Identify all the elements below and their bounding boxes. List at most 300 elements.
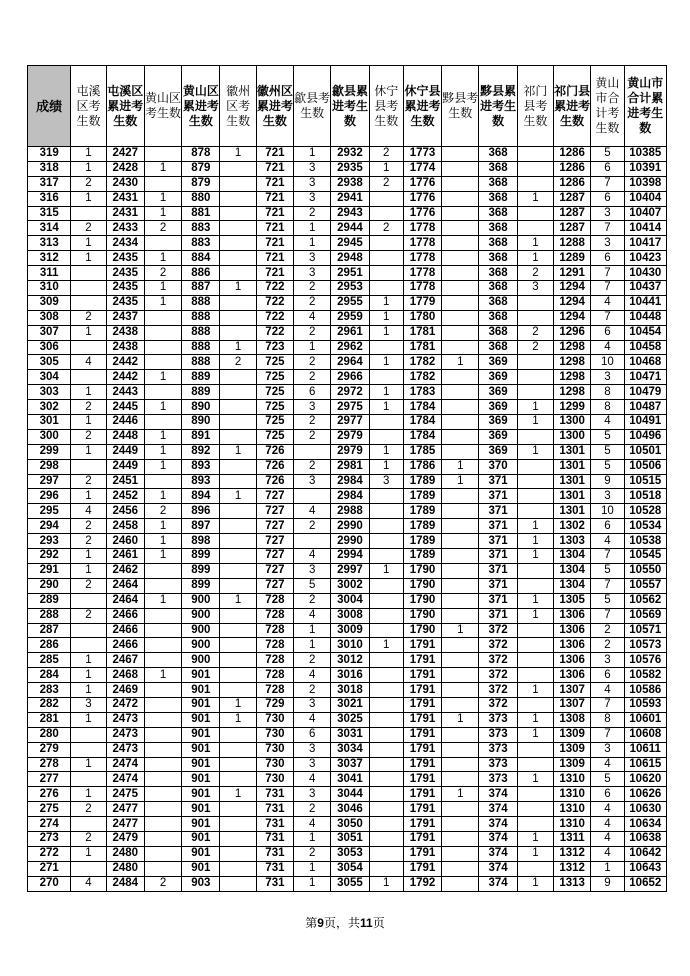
count-cell: 725 [256, 385, 293, 400]
count-cell [220, 638, 256, 653]
count-cell: 3 [591, 236, 624, 251]
count-cell: 883 [182, 221, 220, 236]
count-cell: 1 [369, 295, 403, 310]
count-cell: 10550 [624, 563, 666, 578]
count-cell: 10414 [624, 221, 666, 236]
count-cell [220, 876, 256, 891]
count-cell: 1790 [403, 623, 441, 638]
count-cell: 2473 [106, 712, 144, 727]
count-cell: 1 [517, 400, 553, 415]
table-row [28, 638, 667, 653]
table-row [28, 415, 667, 430]
count-cell: 372 [479, 653, 517, 668]
count-cell [144, 623, 181, 638]
count-cell [517, 742, 553, 757]
count-cell: 10479 [624, 385, 666, 400]
count-cell [369, 236, 403, 251]
count-cell [144, 802, 181, 817]
count-cell: 374 [479, 787, 517, 802]
count-cell: 368 [479, 236, 517, 251]
count-cell: 3054 [331, 861, 369, 876]
count-cell: 1 [144, 206, 181, 221]
count-cell: 2484 [106, 876, 144, 891]
table-row [28, 861, 667, 876]
page-footer [0, 914, 690, 931]
score-cell: 285 [28, 653, 71, 668]
count-cell: 2438 [106, 325, 144, 340]
count-cell: 1 [71, 251, 106, 266]
count-cell: 2 [294, 370, 331, 385]
count-cell: 371 [479, 608, 517, 623]
count-cell [369, 415, 403, 430]
count-cell: 1289 [554, 251, 591, 266]
count-cell: 10534 [624, 519, 666, 534]
count-cell: 1 [369, 310, 403, 325]
count-cell: 901 [182, 861, 220, 876]
count-cell [71, 727, 106, 742]
table-row [28, 429, 667, 444]
count-cell: 727 [256, 534, 293, 549]
count-cell: 372 [479, 697, 517, 712]
score-cell: 291 [28, 563, 71, 578]
count-cell: 1 [517, 415, 553, 430]
count-cell: 1779 [403, 295, 441, 310]
count-cell: 1301 [554, 459, 591, 474]
count-cell [71, 370, 106, 385]
table-row [28, 817, 667, 832]
count-cell [71, 340, 106, 355]
count-cell: 1301 [554, 489, 591, 504]
count-cell: 1305 [554, 593, 591, 608]
count-cell: 1291 [554, 266, 591, 281]
count-cell: 1 [369, 400, 403, 415]
count-cell: 1 [294, 221, 331, 236]
column-header: 黄山市合计累进考生数 [624, 66, 666, 147]
count-cell: 2 [294, 429, 331, 444]
count-cell: 373 [479, 727, 517, 742]
count-cell: 1 [220, 697, 256, 712]
count-cell: 3 [294, 176, 331, 191]
count-cell: 373 [479, 712, 517, 727]
count-cell: 1312 [554, 846, 591, 861]
count-cell: 2962 [331, 340, 369, 355]
count-cell: 10496 [624, 429, 666, 444]
count-cell: 373 [479, 757, 517, 772]
count-cell: 1776 [403, 176, 441, 191]
count-cell: 1 [294, 236, 331, 251]
count-cell [144, 608, 181, 623]
count-cell [220, 683, 256, 698]
count-cell: 2466 [106, 608, 144, 623]
count-cell [144, 817, 181, 832]
count-cell [442, 206, 479, 221]
table-row [28, 623, 667, 638]
count-cell [369, 534, 403, 549]
table-row [28, 325, 667, 340]
count-cell [369, 697, 403, 712]
count-cell [442, 683, 479, 698]
count-cell: 10638 [624, 831, 666, 846]
count-cell: 369 [479, 370, 517, 385]
count-cell: 2431 [106, 191, 144, 206]
count-cell: 1 [71, 668, 106, 683]
footer-middle: 页，共 [323, 916, 360, 930]
count-cell [220, 161, 256, 176]
count-cell: 368 [479, 221, 517, 236]
count-cell: 1 [369, 444, 403, 459]
count-cell: 3 [294, 400, 331, 415]
score-cell: 297 [28, 474, 71, 489]
count-cell: 900 [182, 593, 220, 608]
count-cell: 10430 [624, 266, 666, 281]
count-cell: 727 [256, 578, 293, 593]
total-page-count: 11 [360, 916, 373, 930]
count-cell: 1287 [554, 206, 591, 221]
count-cell [517, 355, 553, 370]
count-cell: 900 [182, 608, 220, 623]
count-cell: 10501 [624, 444, 666, 459]
count-cell [442, 638, 479, 653]
count-cell: 2 [591, 638, 624, 653]
count-cell: 1 [517, 846, 553, 861]
count-cell: 4 [591, 846, 624, 861]
count-cell: 10569 [624, 608, 666, 623]
score-cell: 306 [28, 340, 71, 355]
count-cell: 1287 [554, 191, 591, 206]
table-row [28, 593, 667, 608]
count-cell: 1 [144, 519, 181, 534]
count-cell: 2449 [106, 444, 144, 459]
count-cell: 731 [256, 846, 293, 861]
count-cell: 3 [294, 191, 331, 206]
count-cell: 2977 [331, 415, 369, 430]
score-cell: 294 [28, 519, 71, 534]
count-cell: 10615 [624, 757, 666, 772]
count-cell [220, 653, 256, 668]
count-cell: 2 [71, 310, 106, 325]
count-cell: 2449 [106, 459, 144, 474]
count-cell: 1 [144, 444, 181, 459]
table-body [28, 147, 667, 892]
count-cell: 1301 [554, 474, 591, 489]
count-cell: 1299 [554, 400, 591, 415]
count-cell: 726 [256, 459, 293, 474]
count-cell: 1288 [554, 236, 591, 251]
count-cell [442, 757, 479, 772]
footer-suffix: 页 [372, 916, 385, 930]
count-cell: 6 [591, 325, 624, 340]
count-cell: 10528 [624, 504, 666, 519]
count-cell [220, 221, 256, 236]
table-row [28, 608, 667, 623]
count-cell: 1 [71, 385, 106, 400]
count-cell: 3050 [331, 817, 369, 832]
count-cell [369, 727, 403, 742]
count-cell [220, 668, 256, 683]
count-cell [369, 251, 403, 266]
count-cell: 2480 [106, 846, 144, 861]
score-cell: 303 [28, 385, 71, 400]
count-cell: 1 [71, 712, 106, 727]
count-cell: 2 [144, 266, 181, 281]
count-cell: 369 [479, 400, 517, 415]
count-cell: 1786 [403, 459, 441, 474]
score-cell: 311 [28, 266, 71, 281]
count-cell [442, 489, 479, 504]
score-cell: 304 [28, 370, 71, 385]
count-cell: 3 [294, 697, 331, 712]
count-cell: 2446 [106, 415, 144, 430]
count-cell [517, 802, 553, 817]
count-cell: 1 [517, 712, 553, 727]
count-cell: 370 [479, 459, 517, 474]
count-cell [220, 802, 256, 817]
count-cell [220, 429, 256, 444]
count-cell [517, 861, 553, 876]
count-cell: 2 [71, 519, 106, 534]
count-cell: 2 [294, 325, 331, 340]
count-cell: 10545 [624, 549, 666, 564]
count-cell: 2 [294, 281, 331, 296]
count-cell: 1 [71, 787, 106, 802]
count-cell: 1 [294, 831, 331, 846]
count-cell: 899 [182, 563, 220, 578]
count-cell [442, 578, 479, 593]
table-row [28, 727, 667, 742]
count-cell: 1 [369, 459, 403, 474]
count-cell: 727 [256, 489, 293, 504]
count-cell [220, 549, 256, 564]
count-cell [369, 549, 403, 564]
count-cell: 2474 [106, 772, 144, 787]
count-cell: 5 [591, 459, 624, 474]
count-cell [517, 295, 553, 310]
count-cell: 2448 [106, 429, 144, 444]
count-cell: 1306 [554, 638, 591, 653]
count-cell: 1 [294, 876, 331, 891]
count-cell [369, 831, 403, 846]
count-cell: 1784 [403, 429, 441, 444]
count-cell: 721 [256, 221, 293, 236]
count-cell: 2475 [106, 787, 144, 802]
count-cell: 901 [182, 817, 220, 832]
count-cell: 373 [479, 772, 517, 787]
count-cell: 1309 [554, 757, 591, 772]
count-cell: 2941 [331, 191, 369, 206]
table-row [28, 385, 667, 400]
table-row [28, 474, 667, 489]
table-row [28, 712, 667, 727]
count-cell: 4 [294, 310, 331, 325]
count-cell [442, 370, 479, 385]
count-cell: 1306 [554, 668, 591, 683]
count-cell: 887 [182, 281, 220, 296]
count-cell: 1 [517, 236, 553, 251]
count-cell: 883 [182, 236, 220, 251]
count-cell: 10468 [624, 355, 666, 370]
count-cell: 2994 [331, 549, 369, 564]
count-cell: 5 [294, 578, 331, 593]
table-row [28, 370, 667, 385]
count-cell [517, 489, 553, 504]
count-cell [71, 742, 106, 757]
count-cell: 2945 [331, 236, 369, 251]
count-cell [369, 504, 403, 519]
count-cell [71, 638, 106, 653]
column-header: 休宁县累进考生数 [403, 66, 441, 147]
count-cell: 891 [182, 429, 220, 444]
count-cell: 2460 [106, 534, 144, 549]
count-cell: 1 [144, 549, 181, 564]
count-cell: 1785 [403, 444, 441, 459]
score-cell: 317 [28, 176, 71, 191]
score-cell: 319 [28, 147, 71, 162]
count-cell: 728 [256, 653, 293, 668]
table-row [28, 444, 667, 459]
count-cell: 2 [369, 147, 403, 162]
count-cell: 2981 [331, 459, 369, 474]
count-cell: 2 [517, 266, 553, 281]
count-cell: 1 [144, 400, 181, 415]
count-cell: 894 [182, 489, 220, 504]
count-cell: 897 [182, 519, 220, 534]
count-cell: 1778 [403, 221, 441, 236]
count-cell: 2 [517, 340, 553, 355]
count-cell: 1 [71, 444, 106, 459]
count-cell: 3 [294, 266, 331, 281]
count-cell: 3021 [331, 697, 369, 712]
count-cell: 2428 [106, 161, 144, 176]
count-cell: 10404 [624, 191, 666, 206]
count-cell: 730 [256, 772, 293, 787]
count-cell [144, 355, 181, 370]
table-row [28, 206, 667, 221]
count-cell: 730 [256, 757, 293, 772]
count-cell [144, 325, 181, 340]
count-cell: 901 [182, 831, 220, 846]
count-cell: 1 [71, 325, 106, 340]
score-cell: 295 [28, 504, 71, 519]
count-cell: 10471 [624, 370, 666, 385]
count-cell: 3044 [331, 787, 369, 802]
count-cell: 731 [256, 861, 293, 876]
count-cell: 1776 [403, 191, 441, 206]
count-cell: 3 [591, 742, 624, 757]
count-cell [369, 281, 403, 296]
score-cell: 305 [28, 355, 71, 370]
count-cell [369, 578, 403, 593]
count-cell [144, 846, 181, 861]
count-cell: 10 [591, 355, 624, 370]
count-cell: 721 [256, 251, 293, 266]
count-cell: 7 [591, 281, 624, 296]
count-cell: 2 [71, 608, 106, 623]
count-cell: 2 [369, 176, 403, 191]
count-cell: 1790 [403, 593, 441, 608]
table-row [28, 757, 667, 772]
score-cell: 300 [28, 429, 71, 444]
count-cell: 728 [256, 668, 293, 683]
count-cell: 3018 [331, 683, 369, 698]
count-cell: 369 [479, 444, 517, 459]
column-header: 徽州区累进考生数 [256, 66, 293, 147]
count-cell: 1 [71, 683, 106, 698]
count-cell: 721 [256, 176, 293, 191]
count-cell [71, 459, 106, 474]
count-cell: 5 [591, 444, 624, 459]
count-cell: 374 [479, 831, 517, 846]
count-cell: 1 [517, 831, 553, 846]
table-row [28, 191, 667, 206]
count-cell: 2953 [331, 281, 369, 296]
count-cell: 2 [294, 459, 331, 474]
count-cell: 1781 [403, 325, 441, 340]
count-cell: 3 [294, 563, 331, 578]
count-cell [442, 310, 479, 325]
count-cell [144, 697, 181, 712]
count-cell: 2 [71, 534, 106, 549]
count-cell: 3034 [331, 742, 369, 757]
count-cell: 3025 [331, 712, 369, 727]
count-cell: 2437 [106, 310, 144, 325]
count-cell [442, 385, 479, 400]
count-cell: 2 [294, 415, 331, 430]
count-cell: 1778 [403, 251, 441, 266]
count-cell [369, 519, 403, 534]
count-cell: 2988 [331, 504, 369, 519]
count-cell [220, 772, 256, 787]
count-cell: 888 [182, 340, 220, 355]
score-cell: 286 [28, 638, 71, 653]
count-cell: 2979 [331, 429, 369, 444]
count-cell [442, 161, 479, 176]
count-cell: 2474 [106, 757, 144, 772]
count-cell: 899 [182, 578, 220, 593]
count-cell: 1791 [403, 861, 441, 876]
score-cell: 301 [28, 415, 71, 430]
count-cell: 2430 [106, 176, 144, 191]
table-row [28, 310, 667, 325]
count-cell [369, 370, 403, 385]
count-cell: 721 [256, 191, 293, 206]
count-cell: 1301 [554, 444, 591, 459]
count-cell [442, 251, 479, 266]
count-cell: 1 [220, 712, 256, 727]
count-cell: 729 [256, 697, 293, 712]
count-cell: 368 [479, 206, 517, 221]
count-cell: 1 [442, 355, 479, 370]
count-cell: 1 [294, 340, 331, 355]
count-cell: 2984 [331, 474, 369, 489]
count-cell: 10454 [624, 325, 666, 340]
count-cell: 5 [591, 772, 624, 787]
count-cell: 721 [256, 266, 293, 281]
count-cell: 2461 [106, 549, 144, 564]
count-cell: 1784 [403, 415, 441, 430]
count-cell: 10487 [624, 400, 666, 415]
table-row [28, 563, 667, 578]
count-cell: 368 [479, 310, 517, 325]
count-cell: 4 [294, 668, 331, 683]
count-cell: 2 [517, 325, 553, 340]
count-cell: 10515 [624, 474, 666, 489]
count-cell: 369 [479, 415, 517, 430]
count-cell: 10 [591, 504, 624, 519]
table-row [28, 831, 667, 846]
count-cell: 2445 [106, 400, 144, 415]
count-cell [369, 772, 403, 787]
count-cell: 10634 [624, 817, 666, 832]
